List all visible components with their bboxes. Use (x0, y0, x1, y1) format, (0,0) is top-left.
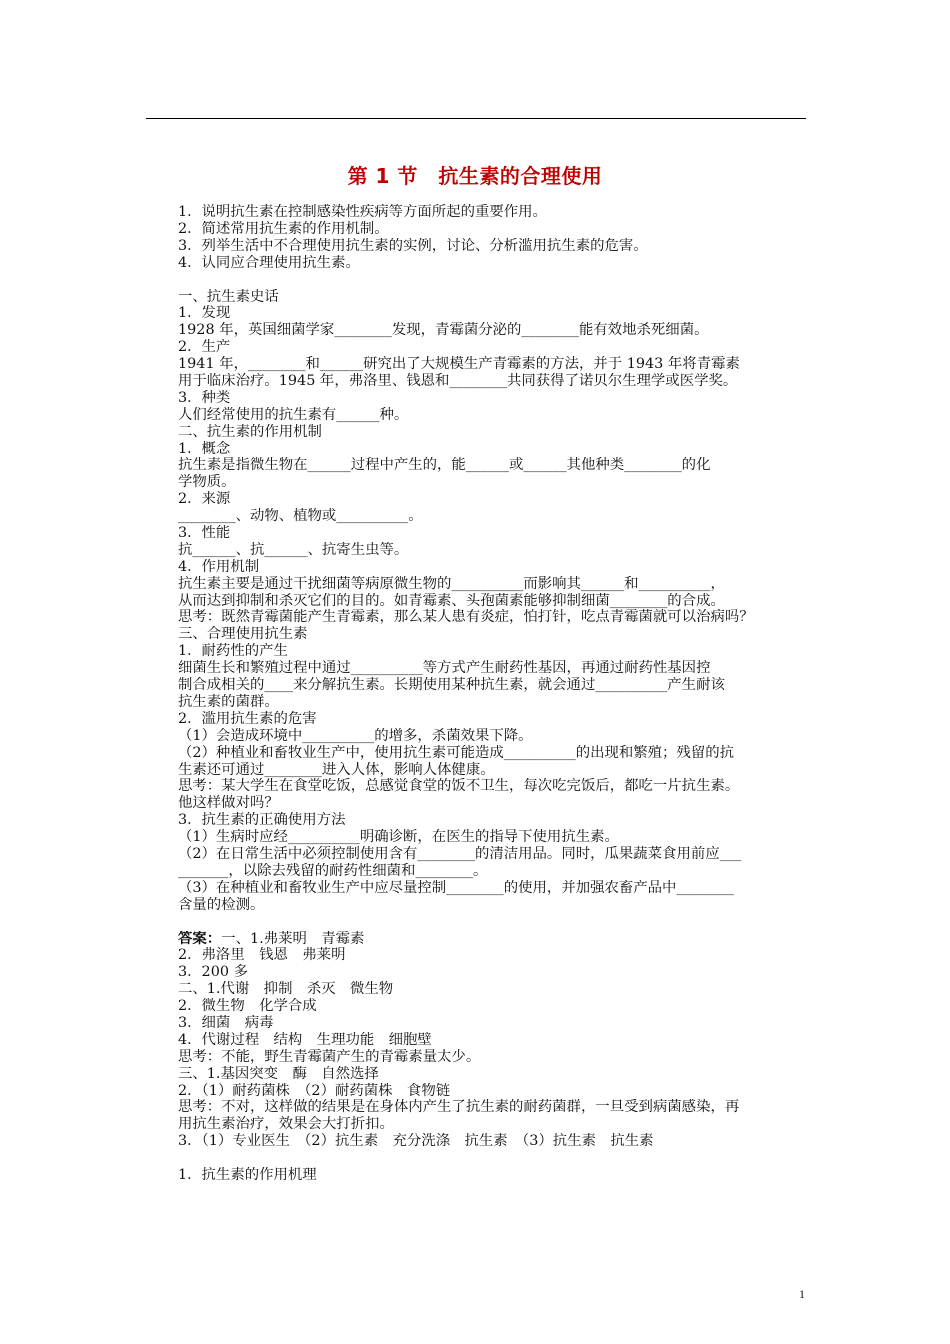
text-line (178, 660, 814, 677)
text-line (178, 1049, 814, 1066)
text-line (178, 441, 814, 458)
text-line (178, 1167, 814, 1184)
text-line (178, 1083, 814, 1100)
text-line (178, 981, 814, 998)
line-text: （3）在种植业和畜牧业生产中应尽量控制________的使用，并加强农畜产品中________ (178, 879, 735, 896)
line-text: 三、合理使用抗生素 (178, 626, 308, 643)
line-text: 1．耐药性的产生 (178, 643, 288, 660)
answer-label: 答案： (178, 930, 222, 947)
text-line (178, 305, 814, 322)
text-line (178, 795, 814, 812)
text-line (178, 221, 814, 238)
line-text: 3．性能 (178, 525, 231, 542)
text-line (178, 609, 814, 626)
line-text: 4．代谢过程 结构 生理功能 细胞壁 (178, 1031, 432, 1048)
line-text: 3．列举生活中不合理使用抗生素的实例，讨论、分析滥用抗生素的危害。 (178, 237, 648, 254)
line-text: 2．来源 (178, 491, 231, 508)
text-line (178, 593, 814, 610)
text-line (178, 1032, 814, 1049)
line-text: 1928 年，英国细菌学家________发现，青霉菌分泌的________能有效地杀死细菌。 (178, 322, 709, 339)
line-text: 思考：不对，这样做的结果是在身体内产生了抗生素的耐药菌群，一旦受到病菌感染，再 (178, 1099, 740, 1116)
line-text: 一、抗生素史话 (178, 288, 279, 305)
line-text: 1．说明抗生素在控制感染性疾病等方面所起的重要作用。 (178, 204, 547, 220)
text-line (178, 964, 814, 981)
line-text: 2．滥用抗生素的危害 (178, 710, 317, 727)
line-text: 思考：不能，野生青霉菌产生的青霉素量太少。 (178, 1048, 481, 1065)
page-title: 第 1 节 抗生素的合理使用 (347, 164, 603, 188)
line-text: 制合成相关的____来分解抗生素。长期使用某种抗生素，就会通过__________产生耐该 (178, 677, 725, 694)
text-line (178, 322, 814, 339)
line-text: 1．抗生素的作用机理 (178, 1167, 317, 1184)
text-line (178, 339, 814, 356)
line-text: 用于临床治疗。1945 年，弗洛里、钱恩和________共同获得了诺贝尔生理学或医学奖。 (178, 373, 738, 390)
line-text: 4．作用机制 (178, 558, 260, 575)
text-line (178, 728, 814, 745)
line-text: 3．抗生素的正确使用方法 (178, 812, 346, 829)
text-line (178, 424, 814, 441)
text-line (178, 255, 814, 272)
text-line (178, 1015, 814, 1032)
text-line (178, 1116, 814, 1133)
line-text: 2．生产 (178, 339, 231, 356)
text-line (178, 829, 814, 846)
line-text: （2）种植业和畜牧业生产中，使用抗生素可能造成__________的出现和繁殖；残留的抗 (178, 744, 735, 761)
text-line (178, 390, 814, 407)
line-text: 含量的检测。 (178, 896, 265, 913)
text-line (178, 643, 814, 660)
text-line (178, 863, 814, 880)
line-text: _______，以除去残留的耐药性细菌和________。 (178, 862, 488, 879)
line-text: 3．种类 (178, 389, 231, 406)
text-line (178, 778, 814, 795)
text-line (178, 998, 814, 1015)
text-line (178, 559, 814, 576)
text-line (178, 525, 814, 542)
line-text: 细菌生长和繁殖过程中通过__________等方式产生耐药性基因，再通过耐药性基因控 (178, 660, 711, 677)
text-line (178, 846, 814, 863)
text-line (178, 407, 814, 424)
text-line (178, 745, 814, 762)
line-text: 3．（1）专业医生 （2）抗生素 充分洗涤 抗生素 （3）抗生素 抗生素 (178, 1133, 654, 1150)
text-line (178, 474, 814, 491)
line-text: 思考：既然青霉菌能产生青霉素，那么某人患有炎症，怕打针，吃点青霉菌就可以治病吗？ (178, 609, 754, 626)
text-line (178, 1099, 814, 1116)
text-line (178, 677, 814, 694)
line-text: 抗生素的菌群。 (178, 693, 279, 710)
line-text: ________、动物、植物或__________。 (178, 508, 423, 525)
text-line (178, 711, 814, 728)
line-text: 3．细菌 病毒 (178, 1014, 274, 1031)
line-text: 1．概念 (178, 440, 231, 457)
line-text: 4．认同应合理使用抗生素。 (178, 254, 360, 271)
line-text: 2．（1）耐药菌株 （2）耐药菌株 食物链 (178, 1082, 451, 1099)
text-line (178, 694, 814, 711)
line-text: （2）在日常生活中必须控制使用含有________的清洁用品。同时，瓜果蔬菜食用前应___ (178, 845, 742, 862)
line-text: 用抗生素治疗，效果会大打折扣。 (178, 1116, 394, 1133)
line-text: 思考：某大学生在食堂吃饭，总感觉食堂的饭不卫生，每次吃完饭后，都吃一片抗生素。 (178, 778, 740, 795)
text-line (178, 1066, 814, 1083)
text-line (178, 356, 814, 373)
text-line (178, 1133, 814, 1150)
line-text: 从而达到抑制和杀灭它们的目的。如青霉素、头孢菌素能够抑制细菌________的合成。 (178, 592, 725, 609)
line-text: 生素还可通过________进入人体，影响人体健康。 (178, 761, 495, 778)
line-text: 三、1.基因突变 酶 自然选择 (178, 1065, 379, 1082)
line-text: 人们经常使用的抗生素有______种。 (178, 406, 409, 423)
line-text: （1）生病时应经__________明确诊断，在医生的指导下使用抗生素。 (178, 829, 619, 846)
text-line (178, 762, 814, 779)
line-text: 2．弗洛里 钱恩 弗莱明 (178, 947, 346, 964)
page-number: 1 (799, 1287, 805, 1301)
text-line (178, 947, 814, 964)
line-text: 3．200 多 (178, 964, 248, 981)
text-line (178, 508, 814, 525)
text-line (178, 576, 814, 593)
text-line (178, 626, 814, 643)
line-text: 一、1.弗莱明 青霉素 (221, 930, 365, 947)
text-line (178, 289, 814, 306)
line-text: 1．发现 (178, 305, 231, 322)
line-text: 1941 年，________和______研究出了大规模生产青霉素的方法，并于 1943 年将青霉素 (178, 356, 740, 373)
line-text: 抗______、抗______、抗寄生虫等。 (178, 541, 409, 558)
header-rule (146, 118, 806, 119)
text-line (178, 897, 814, 914)
document-body (178, 204, 814, 1184)
line-text: 抗生素主要是通过干扰细菌等病原微生物的__________而影响其______和__________， (178, 575, 725, 592)
text-line (178, 931, 814, 948)
line-text: 2．微生物 化学合成 (178, 998, 317, 1015)
text-line (178, 238, 814, 255)
line-text: 学物质。 (178, 474, 236, 491)
line-text: （1）会造成环境中__________的增多，杀菌效果下降。 (178, 727, 533, 744)
line-text: 抗生素是指微生物在______过程中产生的，能______或______其他种类________的化 (178, 457, 711, 474)
text-line (178, 880, 814, 897)
line-text: 他这样做对吗？ (178, 795, 279, 812)
text-line (178, 204, 814, 221)
text-line (178, 457, 814, 474)
line-text: 2．简述常用抗生素的作用机制。 (178, 220, 389, 237)
text-line (178, 373, 814, 390)
line-text: 二、1.代谢 抑制 杀灭 微生物 (178, 981, 394, 998)
text-line (178, 491, 814, 508)
text-line (178, 542, 814, 559)
text-line (178, 812, 814, 829)
line-text: 二、抗生素的作用机制 (178, 423, 322, 440)
